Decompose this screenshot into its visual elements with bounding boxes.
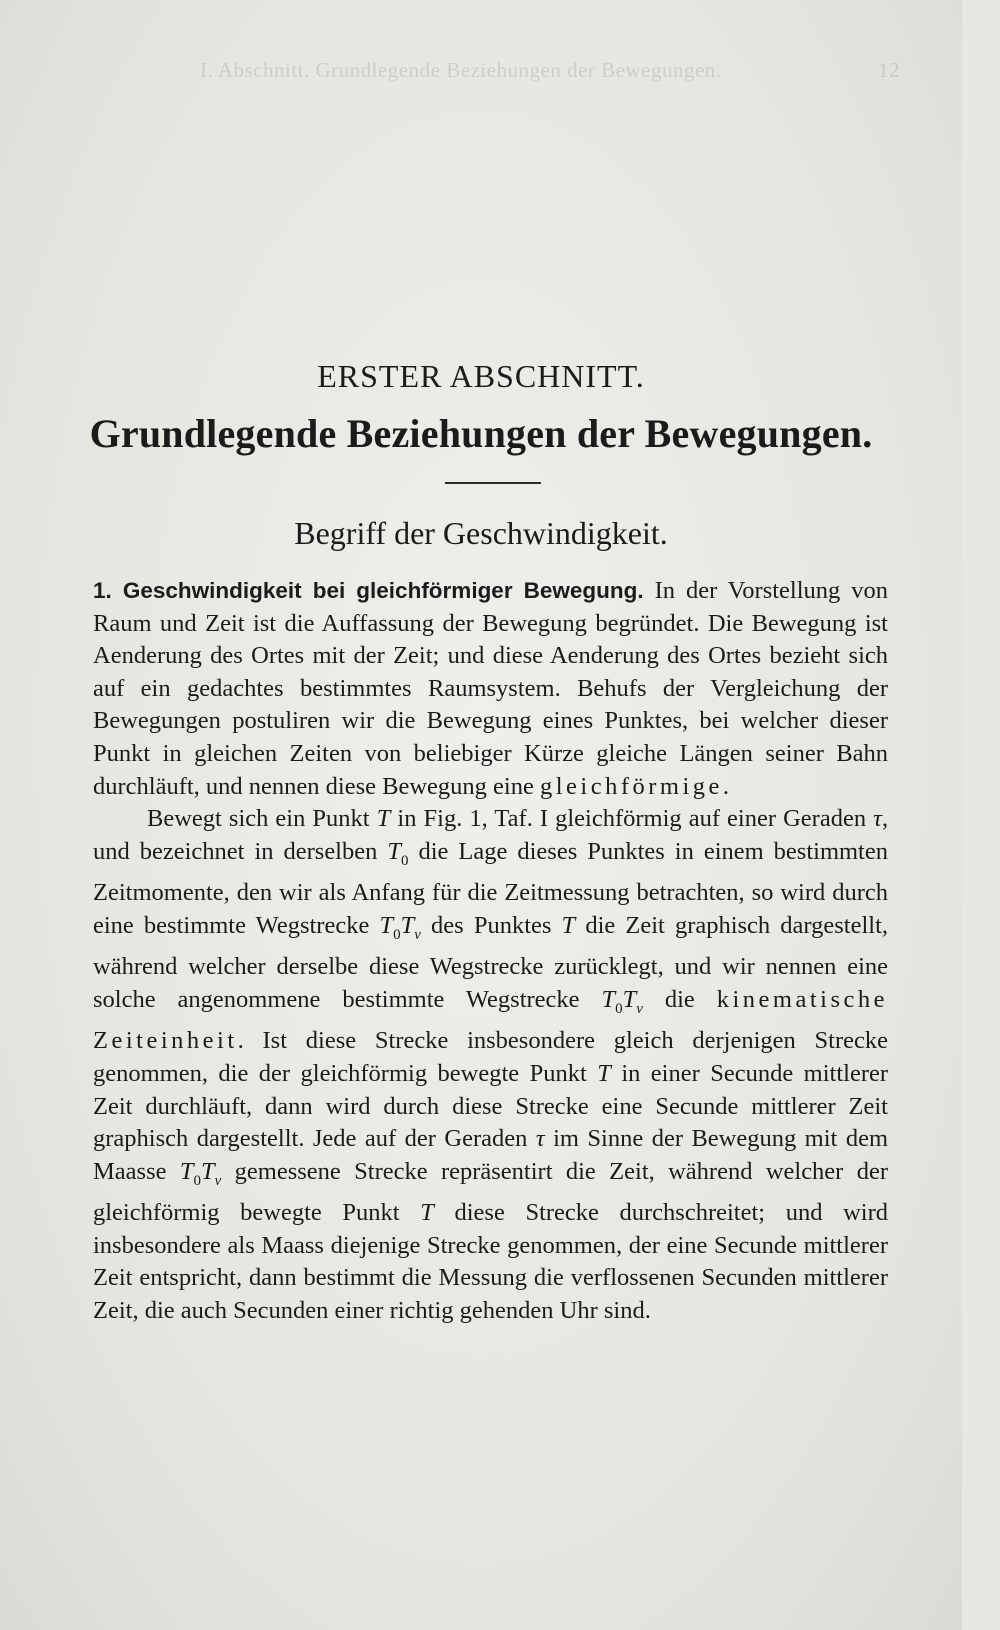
running-head xyxy=(200,58,900,83)
paragraph-2: Bewegt sich ein Punkt T in Fig. 1, Taf. I gleichförmig auf einer Geraden τ, und bezeichnet in derselben $T_0$ die Lage dieses Punktes in einem bestimmten Zeitmomente, den wir als Anfang für die Zeitmessung betrachten, so wird durch eine bestimmte Wegstrecke $T_0T_v$ des Punktes T die Zeit graphisch dargestellt, während welcher derselbe diese Wegstrecke zurücklegt, und wir nennen eine solche angenommene bestimmte Wegstrecke $T_0T_v$ die kinematische Zeiteinheit. Ist diese Strecke insbesondere gleich derjenigen Strecke genommen, die der gleichförmig bewegte Punkt T in einer Secunde mittlerer Zeit durchläuft, dann wird durch diese Strecke eine Secunde mittlerer Zeit graphisch dargestellt. Jede auf der Geraden τ im Sinne der Bewegung mit dem Maasse $T_0T_v$ gemessene Strecke repräsentirt die Zeit, während welcher der gleichförmig bewegte Punkt T diese Strecke durchschreitet; und wird insbesondere als Maass diejenige Strecke genommen, der eine Secunde mittlerer Zeit entspricht, dann bestimmt die Messung die verflossenen Secunden mittlerer Zeit, die auch Secunden einer richtig gehenden Uhr sind. xyxy=(93,805,889,1325)
term-gleichfoermige: gleichförmige xyxy=(539,772,723,800)
running-head-title: I. Abschnitt. Grundlegende Beziehungen der Bewegungen. xyxy=(200,58,722,82)
paragraph-lead: 1. Geschwindigkeit bei gleichförmiger Bewegung. xyxy=(93,578,644,603)
subheading: Begriff der Geschwindigkeit. xyxy=(294,515,668,551)
term-zeiteinheit: kinematische Zeiteinheit xyxy=(93,985,889,1055)
body-text xyxy=(93,575,888,1328)
section-title: Grundlegende Beziehungen der Bewegungen. xyxy=(89,411,873,456)
page-number: 12 xyxy=(878,58,900,82)
paragraph-1: 1. Geschwindigkeit bei gleichförmiger Bewegung. In der Vorstellung von Raum und Zeit ist die Auffassung der Bewegung begründet. Die Bewegung ist Aenderung des Ortes mit der Zeit; und diese Aenderung des Ortes bezieht sich auf ein gedachtes bestimmtes Raumsystem. Behufs der Vergleichung der Bewegungen postuliren wir die Bewegung eines Punktes, bei welcher dieser Punkt in gleichen Zeiten von beliebiger Kürze gleiche Längen seiner Bahn durchläuft, und nennen diese Bewegung eine gleichförmige. xyxy=(93,577,889,800)
section-label: ERSTER ABSCHNITT. xyxy=(317,358,645,394)
section-divider xyxy=(445,482,541,484)
